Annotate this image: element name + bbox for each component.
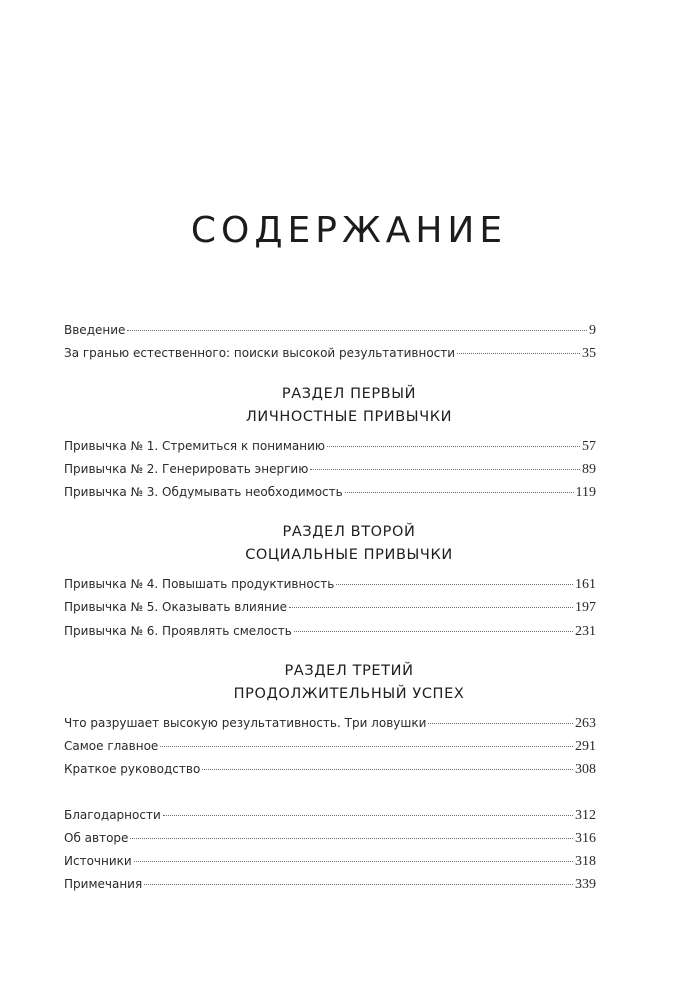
toc-entry-page: 35 [582, 346, 596, 361]
dot-leader [345, 492, 574, 493]
toc-entry-page: 89 [582, 462, 596, 477]
toc-entry-habit-5[interactable] [64, 600, 596, 620]
toc-entry-page: 318 [575, 854, 596, 869]
toc-entry-label: Привычка № 2. Генерировать энергию [64, 462, 309, 476]
toc-entry-habit-1[interactable] [64, 439, 596, 459]
dot-leader [428, 723, 573, 724]
toc-entry-label: Самое главное [64, 739, 159, 753]
section-3-subheading: ПРОДОЛЖИТЕЛЬНЫЙ УСПЕХ [233, 686, 465, 702]
toc-entry-page: 308 [575, 762, 596, 777]
dot-leader [336, 584, 573, 585]
toc-entry-label: Привычка № 5. Оказывать влияние [64, 600, 288, 614]
toc-entry-page: 119 [575, 485, 596, 500]
page-title: СОДЕРЖАНИЕ [190, 210, 508, 251]
toc-entry-page: 9 [589, 323, 596, 338]
toc-entry-most-important[interactable] [64, 739, 596, 759]
toc-entry-introduction[interactable] [64, 323, 596, 343]
toc-entry-page: 57 [582, 439, 596, 454]
toc-entry-label: Привычка № 1. Стремиться к пониманию [64, 439, 326, 453]
section-2-heading: РАЗДЕЛ ВТОРОЙ [282, 524, 416, 540]
dot-leader [457, 353, 580, 354]
toc-entry-label: За гранью естественного: поиски высокой результативности [64, 346, 456, 360]
toc-entry-habit-6[interactable] [64, 624, 596, 644]
dot-leader [202, 769, 573, 770]
dot-leader [127, 330, 587, 331]
toc-entry-label: Примечания [64, 877, 143, 891]
toc-entry-beyond-natural[interactable] [64, 346, 596, 366]
toc-entry-about-author[interactable] [64, 831, 596, 851]
toc-entry-page: 161 [575, 577, 596, 592]
toc-entry-three-traps[interactable] [64, 716, 596, 736]
dot-leader [163, 815, 573, 816]
toc-entry-page: 197 [575, 600, 596, 615]
toc-entry-habit-4[interactable] [64, 577, 596, 597]
toc-entry-page: 263 [575, 716, 596, 731]
toc-entry-label: Привычка № 3. Обдумывать необходимость [64, 485, 343, 499]
dot-leader [130, 838, 573, 839]
dot-leader [144, 884, 573, 885]
toc-entry-habit-2[interactable] [64, 462, 596, 482]
toc-entry-sources[interactable] [64, 854, 596, 874]
toc-entry-short-guide[interactable] [64, 762, 596, 782]
toc-entry-notes[interactable] [64, 877, 596, 897]
dot-leader [160, 746, 573, 747]
toc-entry-label: Привычка № 6. Проявлять смелость [64, 624, 292, 638]
toc-entry-acknowledgements[interactable] [64, 808, 596, 828]
dot-leader [134, 861, 573, 862]
section-1-heading: РАЗДЕЛ ПЕРВЫЙ [281, 386, 417, 402]
toc-entry-label: Благодарности [64, 808, 161, 822]
toc-entry-habit-3[interactable] [64, 485, 596, 505]
toc-entry-label: Привычка № 4. Повышать продуктивность [64, 577, 335, 591]
dot-leader [294, 631, 573, 632]
toc-entry-page: 316 [575, 831, 596, 846]
section-2-subheading: СОЦИАЛЬНЫЕ ПРИВЫЧКИ [245, 547, 453, 563]
section-1-subheading: ЛИЧНОСТНЫЕ ПРИВЫЧКИ [245, 409, 453, 425]
dot-leader [327, 446, 580, 447]
dot-leader [289, 607, 573, 608]
toc-entry-label: Введение [64, 323, 126, 337]
toc-entry-page: 312 [575, 808, 596, 823]
dot-leader [310, 469, 580, 470]
toc-entry-label: Что разрушает высокую результативность. Три ловушки [64, 716, 427, 730]
toc-entry-label: Об авторе [64, 831, 129, 845]
toc-entry-page: 339 [575, 877, 596, 892]
toc-entry-page: 291 [575, 739, 596, 754]
section-3-heading: РАЗДЕЛ ТРЕТИЙ [284, 663, 414, 679]
toc-entry-page: 231 [575, 624, 596, 639]
toc-entry-label: Краткое руководство [64, 762, 201, 776]
toc-entry-label: Источники [64, 854, 132, 868]
